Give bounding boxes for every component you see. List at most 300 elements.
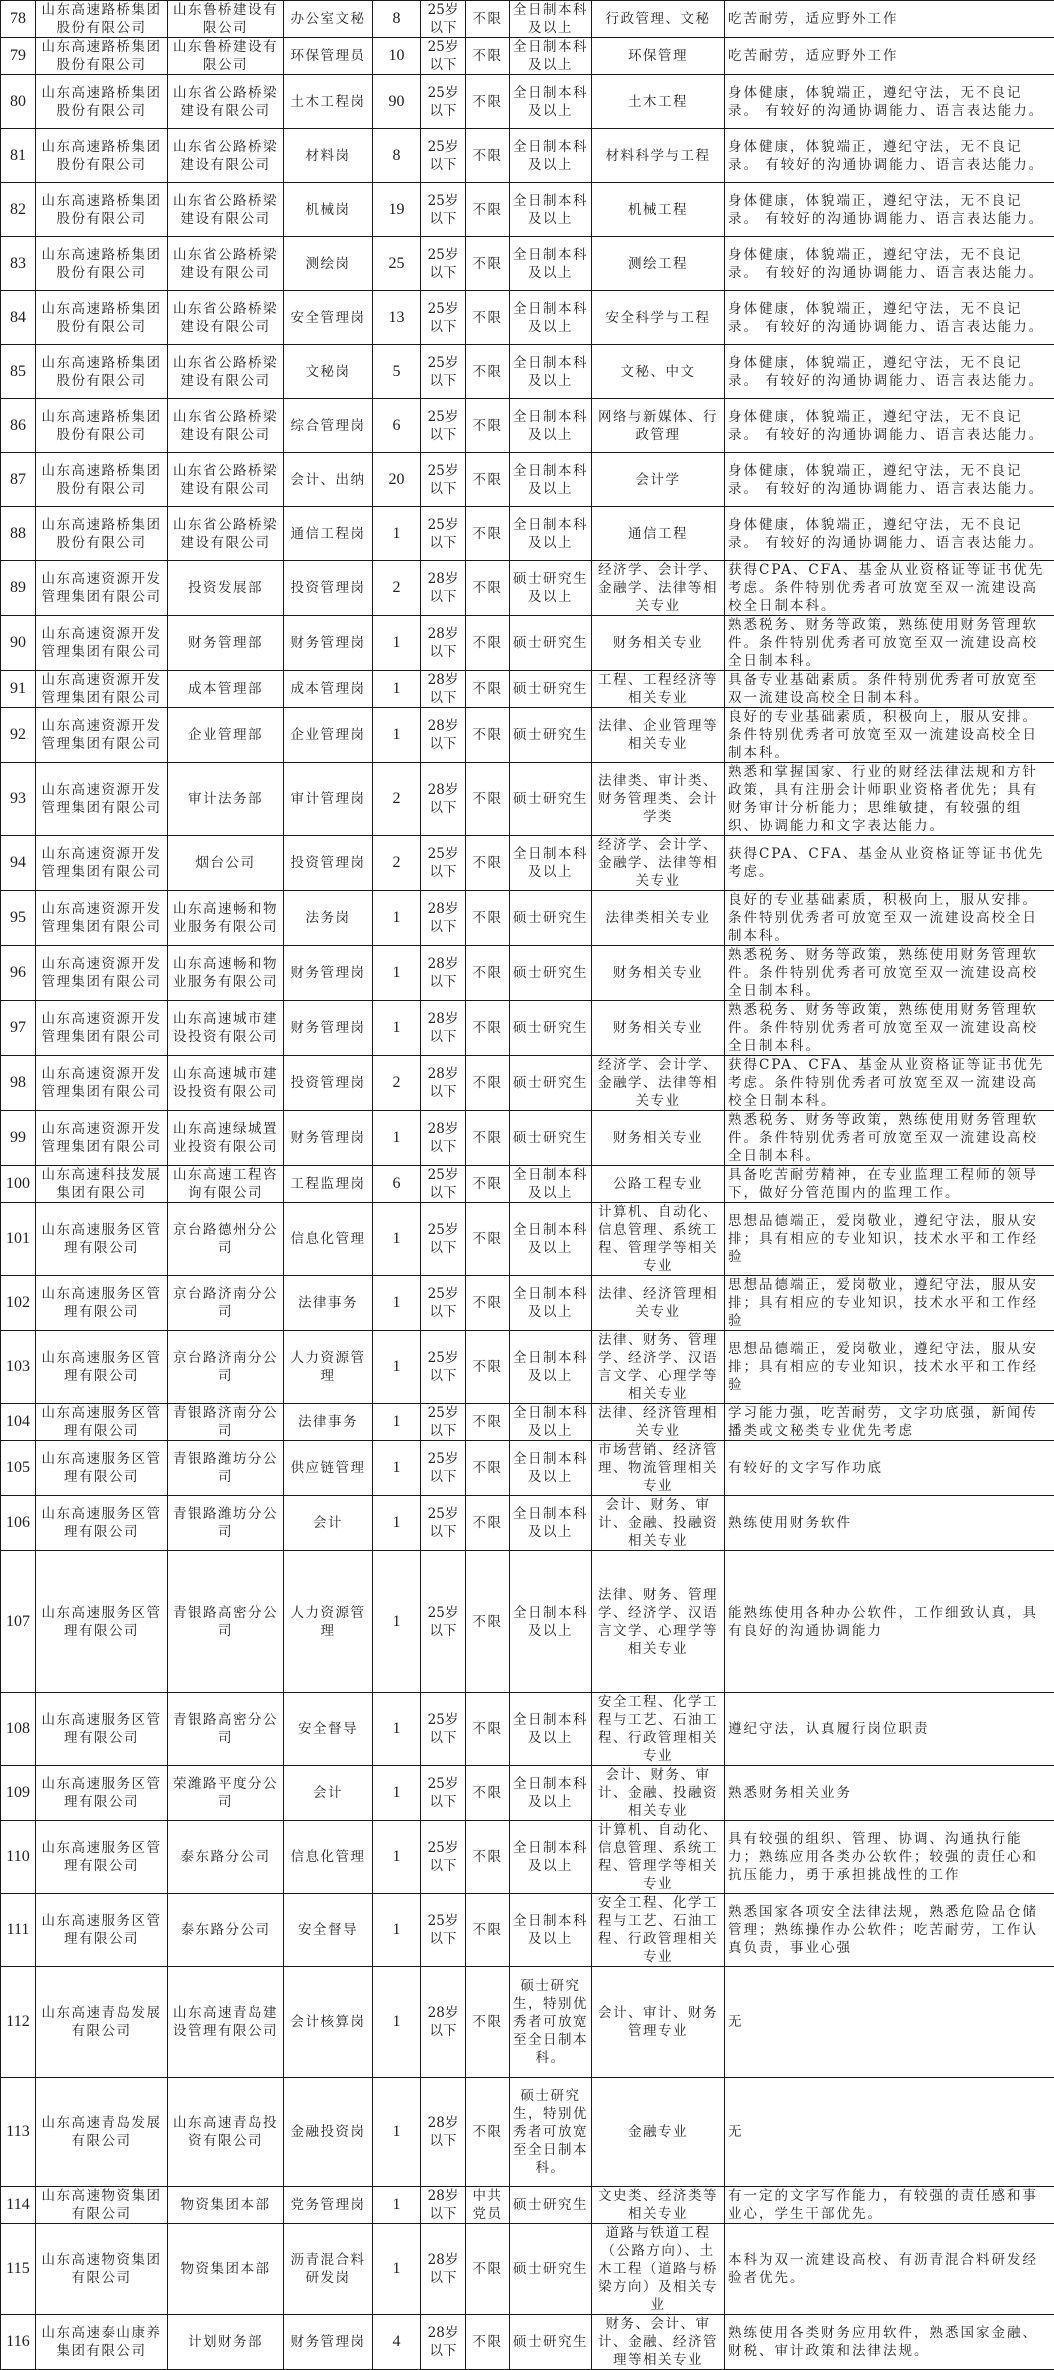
cell-index: 102	[1, 1276, 36, 1331]
cell-age: 25岁以下	[421, 1496, 466, 1551]
cell-count: 1	[373, 1821, 421, 1894]
cell-education: 硕士研究生	[510, 2315, 592, 2370]
cell-group: 山东高速服务区管理有限公司	[36, 1496, 168, 1551]
cell-group: 山东高速科技发展集团有限公司	[36, 1166, 168, 1203]
cell-politics: 不限	[466, 2078, 510, 2187]
cell-education: 硕士研究生	[510, 2224, 592, 2315]
cell-age: 25岁以下	[421, 291, 466, 345]
cell-age: 25岁以下	[421, 453, 466, 507]
cell-group: 山东高速资源开发管理集团有限公司	[36, 946, 168, 1001]
cell-age: 28岁以下	[421, 763, 466, 836]
cell-requirements: 获得CPA、CFA、基金从业资格证等证书优先考虑。条件特别优秀者可放宽至双一流建设高校全日制本科。	[725, 561, 1054, 616]
cell-age: 28岁以下	[421, 891, 466, 946]
cell-politics: 不限	[466, 453, 510, 507]
table-row	[1, 75, 1054, 129]
cell-education: 全日制本科及以上	[510, 399, 592, 453]
table-row	[1, 671, 1054, 708]
cell-education: 硕士研究生	[510, 763, 592, 836]
cell-requirements: 身体健康，体貌端正，遵纪守法，无不良记录。 有较好的沟通协调能力、语言表达能力。	[725, 453, 1054, 507]
cell-requirements: 能熟练使用各种办公软件，工作细致认真，具有良好的沟通协调能力	[725, 1551, 1054, 1693]
table-row	[1, 763, 1054, 836]
cell-unit: 成本管理部	[168, 671, 284, 708]
cell-unit: 荣潍路平度分公司	[168, 1766, 284, 1821]
cell-politics: 不限	[466, 1766, 510, 1821]
cell-education: 硕士研究生及以上	[510, 561, 592, 616]
cell-unit: 山东省公路桥梁建设有限公司	[168, 345, 284, 399]
cell-count: 2	[373, 561, 421, 616]
cell-unit: 山东鲁桥建设有限公司	[168, 1, 284, 38]
cell-group: 山东高速服务区管理有限公司	[36, 1766, 168, 1821]
cell-group: 山东高速资源开发管理集团有限公司	[36, 1056, 168, 1111]
cell-age: 25岁以下	[421, 1894, 466, 1967]
cell-index: 105	[1, 1441, 36, 1496]
cell-age: 28岁以下	[421, 2078, 466, 2187]
cell-group: 山东高速服务区管理有限公司	[36, 1276, 168, 1331]
cell-group: 山东高速青岛发展有限公司	[36, 2078, 168, 2187]
cell-major: 经济学、会计学、金融学、法律等相关专业	[592, 1056, 725, 1111]
cell-politics: 不限	[466, 38, 510, 75]
cell-major: 财务相关专业	[592, 1001, 725, 1056]
cell-group: 山东高速路桥集团股份有限公司	[36, 38, 168, 75]
cell-count: 1	[373, 1693, 421, 1766]
cell-unit: 物资集团本部	[168, 2187, 284, 2224]
cell-education: 全日制本科及以上	[510, 183, 592, 237]
cell-age: 25岁以下	[421, 1, 466, 38]
table-row	[1, 1766, 1054, 1821]
table-row	[1, 836, 1054, 891]
cell-education: 硕士研究生，特别优秀者可放宽至全日制本科。	[510, 1967, 592, 2078]
cell-index: 107	[1, 1551, 36, 1693]
cell-group: 山东高速服务区管理有限公司	[36, 1404, 168, 1441]
cell-politics: 不限	[466, 399, 510, 453]
cell-index: 78	[1, 1, 36, 38]
cell-index: 87	[1, 453, 36, 507]
cell-politics: 不限	[466, 1441, 510, 1496]
cell-age: 25岁以下	[421, 507, 466, 561]
cell-post: 人力资源管理	[284, 1551, 373, 1693]
cell-requirements: 无	[725, 1967, 1054, 2078]
cell-requirements: 身体健康，体貌端正，遵纪守法，无不良记录。 有较好的沟通协调能力、语言表达能力。	[725, 399, 1054, 453]
cell-major: 法律类、审计类、财务管理类、会计学类	[592, 763, 725, 836]
cell-index: 86	[1, 399, 36, 453]
cell-politics: 不限	[466, 1, 510, 38]
cell-politics: 不限	[466, 616, 510, 671]
cell-major: 财务相关专业	[592, 1111, 725, 1166]
cell-unit: 山东高速青岛建设管理有限公司	[168, 1967, 284, 2078]
cell-unit: 山东鲁桥建设有限公司	[168, 38, 284, 75]
cell-count: 1	[373, 1331, 421, 1404]
cell-group: 山东高速服务区管理有限公司	[36, 1551, 168, 1693]
cell-age: 28岁以下	[421, 671, 466, 708]
cell-requirements: 身体健康，体貌端正，遵纪守法，无不良记录。 有较好的沟通协调能力、语言表达能力。	[725, 345, 1054, 399]
cell-education: 硕士研究生	[510, 891, 592, 946]
cell-politics: 不限	[466, 1821, 510, 1894]
cell-requirements: 具有较强的组织、管理、协调、沟通执行能力；熟练应用各类办公软件；较强的责任心和抗压能力，勇于承担挑战性的工作	[725, 1821, 1054, 1894]
cell-post: 测绘岗	[284, 237, 373, 291]
cell-politics: 不限	[466, 671, 510, 708]
cell-requirements: 熟悉税务、财务等政策，熟练使用财务管理软件。条件特别优秀者可放宽至双一流建设高校全日制本科。	[725, 616, 1054, 671]
cell-index: 85	[1, 345, 36, 399]
cell-major: 法律、经济管理相关专业	[592, 1404, 725, 1441]
cell-education: 全日制本科及以上	[510, 1441, 592, 1496]
table-row	[1, 237, 1054, 291]
cell-count: 8	[373, 1, 421, 38]
cell-count: 1	[373, 946, 421, 1001]
cell-group: 山东高速泰山康养集团有限公司	[36, 2315, 168, 2370]
cell-group: 山东高速资源开发管理集团有限公司	[36, 1001, 168, 1056]
cell-group: 山东高速路桥集团股份有限公司	[36, 399, 168, 453]
cell-unit: 京台路济南分公司	[168, 1331, 284, 1404]
cell-politics: 不限	[466, 946, 510, 1001]
cell-index: 114	[1, 2187, 36, 2224]
cell-group: 山东高速路桥集团股份有限公司	[36, 1, 168, 38]
cell-major: 工程、工程经济等相关专业	[592, 671, 725, 708]
cell-unit: 山东省公路桥梁建设有限公司	[168, 291, 284, 345]
cell-group: 山东高速资源开发管理集团有限公司	[36, 561, 168, 616]
cell-requirements: 良好的专业基础素质，积极向上，服从安排。条件特别优秀者可放宽至双一流建设高校全日制本科。	[725, 708, 1054, 763]
cell-group: 山东高速服务区管理有限公司	[36, 1441, 168, 1496]
cell-index: 83	[1, 237, 36, 291]
cell-requirements: 熟悉税务、财务等政策，熟练使用财务管理软件。条件特别优秀者可放宽至双一流建设高校全日制本科。	[725, 946, 1054, 1001]
cell-count: 2	[373, 836, 421, 891]
cell-age: 25岁以下	[421, 1821, 466, 1894]
cell-post: 环保管理员	[284, 38, 373, 75]
cell-post: 沥青混合料研发岗	[284, 2224, 373, 2315]
cell-requirements: 良好的专业基础素质，积极向上，服从安排。条件特别优秀者可放宽至双一流建设高校全日制本科。	[725, 891, 1054, 946]
cell-politics: 不限	[466, 1551, 510, 1693]
cell-count: 1	[373, 1111, 421, 1166]
cell-requirements: 身体健康，体貌端正，遵纪守法，无不良记录。 有较好的沟通协调能力、语言表达能力。	[725, 291, 1054, 345]
cell-post: 信息化管理	[284, 1203, 373, 1276]
cell-group: 山东高速路桥集团股份有限公司	[36, 507, 168, 561]
cell-education: 全日制本科及以上	[510, 75, 592, 129]
cell-politics: 不限	[466, 1166, 510, 1203]
cell-unit: 京台路德州分公司	[168, 1203, 284, 1276]
table-row	[1, 708, 1054, 763]
cell-requirements: 熟悉税务、财务等政策，熟练使用财务管理软件。条件特别优秀者可放宽至双一流建设高校全日制本科。	[725, 1111, 1054, 1166]
cell-post: 信息化管理	[284, 1821, 373, 1894]
cell-count: 1	[373, 2224, 421, 2315]
cell-post: 法律事务	[284, 1404, 373, 1441]
table-row	[1, 1821, 1054, 1894]
cell-education: 硕士研究生	[510, 946, 592, 1001]
cell-post: 安全管理岗	[284, 291, 373, 345]
cell-count: 1	[373, 1551, 421, 1693]
cell-education: 全日制本科及以上	[510, 1766, 592, 1821]
table-row	[1, 1166, 1054, 1203]
table-row	[1, 38, 1054, 75]
cell-education: 全日制本科及以上	[510, 1693, 592, 1766]
cell-post: 金融投资岗	[284, 2078, 373, 2187]
cell-count: 1	[373, 1276, 421, 1331]
cell-post: 审计管理岗	[284, 763, 373, 836]
cell-major: 财务相关专业	[592, 946, 725, 1001]
cell-education: 全日制本科及以上	[510, 1276, 592, 1331]
cell-major: 文史类、经济类等相关专业	[592, 2187, 725, 2224]
cell-major: 安全工程、化学工程与工艺、石油工程、行政管理相关专业	[592, 1894, 725, 1967]
cell-count: 19	[373, 183, 421, 237]
cell-index: 115	[1, 2224, 36, 2315]
cell-unit: 山东高速城市建设投资有限公司	[168, 1056, 284, 1111]
cell-count: 1	[373, 2187, 421, 2224]
cell-unit: 青银路潍坊分公司	[168, 1441, 284, 1496]
cell-index: 95	[1, 891, 36, 946]
cell-group: 山东高速服务区管理有限公司	[36, 1821, 168, 1894]
cell-unit: 青银路高密分公司	[168, 1693, 284, 1766]
table-row	[1, 453, 1054, 507]
cell-post: 财务管理岗	[284, 1111, 373, 1166]
cell-education: 全日制本科及以上	[510, 507, 592, 561]
cell-index: 84	[1, 291, 36, 345]
cell-education: 全日制本科及以上	[510, 1166, 592, 1203]
cell-index: 109	[1, 1766, 36, 1821]
cell-requirements: 学习能力强，吃苦耐劳，文字功底强，新闻传播类或文秘类专业优先考虑	[725, 1404, 1054, 1441]
cell-count: 1	[373, 1766, 421, 1821]
cell-major: 公路工程专业	[592, 1166, 725, 1203]
cell-group: 山东高速路桥集团股份有限公司	[36, 453, 168, 507]
cell-major: 测绘工程	[592, 237, 725, 291]
cell-major: 会计、财务、审计、金融、投融资相关专业	[592, 1766, 725, 1821]
cell-group: 山东高速服务区管理有限公司	[36, 1331, 168, 1404]
cell-age: 25岁以下	[421, 75, 466, 129]
cell-major: 经济学、会计学、金融学、法律等相关专业	[592, 836, 725, 891]
cell-post: 会计核算岗	[284, 1967, 373, 2078]
cell-politics: 中共党员	[466, 2187, 510, 2224]
cell-requirements: 无	[725, 2078, 1054, 2187]
cell-age: 28岁以下	[421, 1001, 466, 1056]
cell-post: 财务管理岗	[284, 616, 373, 671]
cell-group: 山东高速路桥集团股份有限公司	[36, 345, 168, 399]
cell-post: 投资管理岗	[284, 836, 373, 891]
cell-education: 全日制本科及以上	[510, 1203, 592, 1276]
cell-unit: 青银路潍坊分公司	[168, 1496, 284, 1551]
cell-major: 文秘、中文	[592, 345, 725, 399]
cell-post: 投资管理岗	[284, 561, 373, 616]
cell-count: 1	[373, 1441, 421, 1496]
cell-politics: 不限	[466, 345, 510, 399]
table-row	[1, 1404, 1054, 1441]
cell-education: 硕士研究生	[510, 1111, 592, 1166]
cell-major: 会计、财务、审计、金融、投融资相关专业	[592, 1496, 725, 1551]
cell-age: 28岁以下	[421, 2187, 466, 2224]
cell-requirements: 身体健康，体貌端正，遵纪守法，无不良记录。 有较好的沟通协调能力、语言表达能力。	[725, 237, 1054, 291]
cell-count: 90	[373, 75, 421, 129]
cell-group: 山东高速路桥集团股份有限公司	[36, 237, 168, 291]
cell-index: 90	[1, 616, 36, 671]
table-row	[1, 1331, 1054, 1404]
cell-count: 1	[373, 616, 421, 671]
cell-post: 财务管理岗	[284, 1001, 373, 1056]
cell-group: 山东高速青岛发展有限公司	[36, 1967, 168, 2078]
cell-major: 财务、会计、审计、金融、经济管理等相关专业	[592, 2315, 725, 2370]
cell-index: 97	[1, 1001, 36, 1056]
table-row	[1, 561, 1054, 616]
cell-major: 经济学、会计学、金融学、法律等相关专业	[592, 561, 725, 616]
cell-unit: 山东高速绿城置业投资有限公司	[168, 1111, 284, 1166]
cell-age: 28岁以下	[421, 616, 466, 671]
cell-unit: 京台路济南分公司	[168, 1276, 284, 1331]
cell-unit: 审计法务部	[168, 763, 284, 836]
table-row	[1, 2224, 1054, 2315]
cell-group: 山东高速资源开发管理集团有限公司	[36, 671, 168, 708]
cell-index: 108	[1, 1693, 36, 1766]
cell-requirements: 熟悉和掌握国家、行业的财经法律法规和方针政策，具有注册会计师职业资格者优先；具有财务审计分析能力；思维敏捷，有较强的组织、协调能力和文字表达能力。	[725, 763, 1054, 836]
cell-politics: 不限	[466, 291, 510, 345]
cell-age: 28岁以下	[421, 946, 466, 1001]
table-row	[1, 1894, 1054, 1967]
cell-unit: 山东省公路桥梁建设有限公司	[168, 75, 284, 129]
cell-unit: 山东省公路桥梁建设有限公司	[168, 399, 284, 453]
cell-age: 25岁以下	[421, 129, 466, 183]
cell-post: 通信工程岗	[284, 507, 373, 561]
cell-index: 91	[1, 671, 36, 708]
cell-post: 供应链管理	[284, 1441, 373, 1496]
cell-politics: 不限	[466, 1001, 510, 1056]
cell-requirements: 身体健康，体貌端正，遵纪守法，无不良记录。 有较好的沟通协调能力、语言表达能力。	[725, 129, 1054, 183]
cell-requirements: 熟练使用各类财务应用软件，熟悉国家金融、财税、审计政策和法律法规。	[725, 2315, 1054, 2370]
cell-count: 1	[373, 1496, 421, 1551]
cell-politics: 不限	[466, 1203, 510, 1276]
cell-education: 全日制本科及以上	[510, 345, 592, 399]
cell-requirements: 身体健康，体貌端正，遵纪守法，无不良记录。 有较好的沟通协调能力、语言表达能力。	[725, 507, 1054, 561]
cell-age: 25岁以下	[421, 836, 466, 891]
cell-major: 通信工程	[592, 507, 725, 561]
cell-group: 山东高速资源开发管理集团有限公司	[36, 763, 168, 836]
cell-count: 1	[373, 1001, 421, 1056]
cell-group: 山东高速资源开发管理集团有限公司	[36, 616, 168, 671]
cell-politics: 不限	[466, 2224, 510, 2315]
cell-major: 财务相关专业	[592, 616, 725, 671]
cell-count: 2	[373, 763, 421, 836]
cell-requirements: 熟悉税务、财务等政策，熟练使用财务管理软件。条件特别优秀者可放宽至双一流建设高校全日制本科。	[725, 1001, 1054, 1056]
cell-major: 材料科学与工程	[592, 129, 725, 183]
cell-group: 山东高速服务区管理有限公司	[36, 1203, 168, 1276]
cell-education: 全日制本科及以上	[510, 1894, 592, 1967]
cell-post: 安全督导	[284, 1894, 373, 1967]
cell-post: 法务岗	[284, 891, 373, 946]
cell-index: 103	[1, 1331, 36, 1404]
cell-post: 成本管理岗	[284, 671, 373, 708]
cell-education: 全日制本科及以上	[510, 38, 592, 75]
cell-major: 道路与铁道工程（公路方向）、土木工程（道路与桥梁方向）及相关专业	[592, 2224, 725, 2315]
table-row	[1, 1001, 1054, 1056]
cell-unit: 山东高速畅和物业服务有限公司	[168, 891, 284, 946]
cell-count: 4	[373, 2315, 421, 2370]
cell-age: 25岁以下	[421, 1766, 466, 1821]
cell-group: 山东高速服务区管理有限公司	[36, 1693, 168, 1766]
cell-post: 财务管理岗	[284, 2315, 373, 2370]
cell-politics: 不限	[466, 129, 510, 183]
cell-unit: 青银路济南分公司	[168, 1404, 284, 1441]
table-row	[1, 2187, 1054, 2224]
cell-index: 111	[1, 1894, 36, 1967]
cell-unit: 山东高速工程咨询有限公司	[168, 1166, 284, 1203]
cell-group: 山东高速物资集团有限公司	[36, 2187, 168, 2224]
cell-major: 行政管理、文秘	[592, 1, 725, 38]
cell-age: 28岁以下	[421, 1056, 466, 1111]
cell-index: 82	[1, 183, 36, 237]
cell-education: 硕士研究生	[510, 2187, 592, 2224]
cell-group: 山东高速物资集团有限公司	[36, 2224, 168, 2315]
cell-unit: 计划财务部	[168, 2315, 284, 2370]
cell-index: 100	[1, 1166, 36, 1203]
cell-requirements: 本科为双一流建设高校、有沥青混合料研发经验者优先。	[725, 2224, 1054, 2315]
cell-post: 会计	[284, 1496, 373, 1551]
cell-education: 全日制本科及以上	[510, 1496, 592, 1551]
cell-education: 全日制本科及以上	[510, 1, 592, 38]
cell-post: 人力资源管理	[284, 1331, 373, 1404]
table-row	[1, 345, 1054, 399]
cell-major: 市场营销、经济管理、物流管理相关专业	[592, 1441, 725, 1496]
cell-politics: 不限	[466, 1496, 510, 1551]
cell-requirements: 思想品德端正，爱岗敬业，遵纪守法，服从安排；具有相应的专业知识，技术水平和工作经验	[725, 1331, 1054, 1404]
cell-politics: 不限	[466, 1693, 510, 1766]
cell-group: 山东高速路桥集团股份有限公司	[36, 183, 168, 237]
cell-group: 山东高速服务区管理有限公司	[36, 1894, 168, 1967]
cell-requirements: 身体健康，体貌端正，遵纪守法，无不良记录。 有较好的沟通协调能力、语言表达能力。	[725, 75, 1054, 129]
cell-group: 山东高速路桥集团股份有限公司	[36, 291, 168, 345]
table-row	[1, 183, 1054, 237]
cell-index: 113	[1, 2078, 36, 2187]
cell-requirements: 熟悉财务相关业务	[725, 1766, 1054, 1821]
cell-unit: 物资集团本部	[168, 2224, 284, 2315]
cell-post: 党务管理岗	[284, 2187, 373, 2224]
cell-group: 山东高速资源开发管理集团有限公司	[36, 891, 168, 946]
cell-count: 13	[373, 291, 421, 345]
cell-major: 计算机、自动化、信息管理、系统工程、管理学等相关专业	[592, 1203, 725, 1276]
cell-politics: 不限	[466, 183, 510, 237]
cell-politics: 不限	[466, 2315, 510, 2370]
table-row	[1, 1111, 1054, 1166]
cell-requirements: 熟练使用财务软件	[725, 1496, 1054, 1551]
cell-unit: 企业管理部	[168, 708, 284, 763]
cell-education: 全日制本科及以上	[510, 836, 592, 891]
cell-group: 山东高速资源开发管理集团有限公司	[36, 1111, 168, 1166]
cell-count: 1	[373, 1404, 421, 1441]
cell-requirements: 思想品德端正，爱岗敬业，遵纪守法，服从安排；具有相应的专业知识，技术水平和工作经验	[725, 1276, 1054, 1331]
cell-politics: 不限	[466, 561, 510, 616]
table-row	[1, 1693, 1054, 1766]
cell-education: 硕士研究生	[510, 1001, 592, 1056]
cell-group: 山东高速路桥集团股份有限公司	[36, 129, 168, 183]
table-row	[1, 2078, 1054, 2187]
cell-index: 79	[1, 38, 36, 75]
cell-age: 25岁以下	[421, 345, 466, 399]
cell-unit: 泰东路分公司	[168, 1894, 284, 1967]
table-row	[1, 1441, 1054, 1496]
table-row	[1, 1967, 1054, 2078]
cell-unit: 投资发展部	[168, 561, 284, 616]
cell-education: 硕士研究生	[510, 708, 592, 763]
table-row	[1, 129, 1054, 183]
cell-education: 全日制本科及以上	[510, 1331, 592, 1404]
cell-education: 全日制本科及以上	[510, 129, 592, 183]
cell-politics: 不限	[466, 75, 510, 129]
cell-unit: 山东省公路桥梁建设有限公司	[168, 129, 284, 183]
cell-requirements: 有较好的文字写作功底	[725, 1441, 1054, 1496]
cell-education: 全日制本科及以上	[510, 1551, 592, 1693]
cell-major: 法律、企业管理等相关专业	[592, 708, 725, 763]
cell-count: 10	[373, 38, 421, 75]
cell-politics: 不限	[466, 836, 510, 891]
cell-age: 28岁以下	[421, 561, 466, 616]
cell-major: 会计、审计、财务管理专业	[592, 1967, 725, 2078]
cell-post: 企业管理岗	[284, 708, 373, 763]
cell-index: 106	[1, 1496, 36, 1551]
cell-count: 25	[373, 237, 421, 291]
cell-politics: 不限	[466, 1056, 510, 1111]
cell-politics: 不限	[466, 763, 510, 836]
